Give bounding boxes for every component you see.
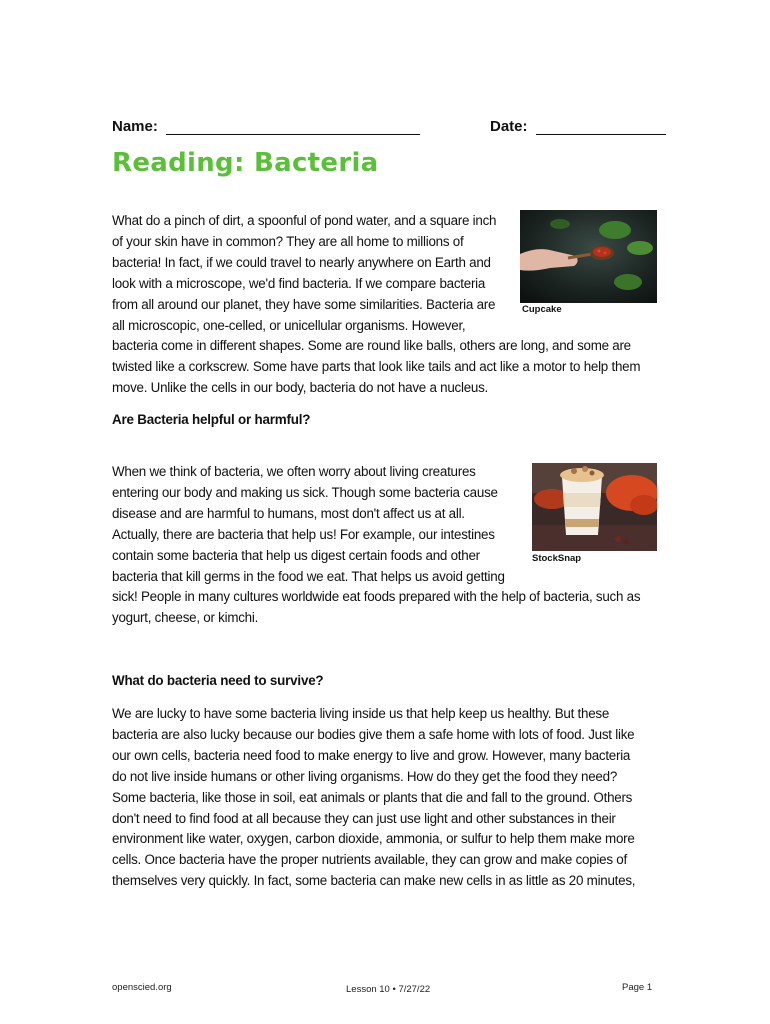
date-label: Date: bbox=[490, 118, 528, 135]
paragraph-line: do not live inside humans or other living organisms. How do they get the food they need? bbox=[112, 768, 618, 784]
paragraph-line: disease and are harmful to humans, most don't affect us at all. bbox=[112, 505, 465, 521]
date-field[interactable] bbox=[490, 118, 666, 135]
paragraph-line: twisted like a corkscrew. Some have parts that look like tails and act like a motor to help them bbox=[112, 358, 641, 374]
paragraph-line: environment like water, oxygen, carbon dioxide, ammonia, or sulfur to help them make more bbox=[112, 831, 635, 847]
paragraph-line: move. Unlike the cells in our body, bacteria do not have a nucleus. bbox=[112, 379, 489, 395]
paragraph-line: Actually, there are bacteria that help us! For example, our intestines bbox=[112, 526, 495, 542]
paragraph-line: What do a pinch of dirt, a spoonful of pond water, and a square inch bbox=[112, 213, 497, 228]
paragraph-line: entering our body and making us sick. Though some bacteria cause bbox=[112, 484, 498, 500]
pond-spoon-photo bbox=[520, 210, 657, 303]
paragraph-line: sick! People in many cultures worldwide eat foods prepared with the help of bacteria, such as bbox=[112, 589, 641, 604]
section1-full-text bbox=[112, 336, 672, 399]
paragraph-line: We are lucky to have some bacteria living inside us that help keep us healthy. But these bbox=[112, 706, 610, 721]
paragraph-line: cells. Once bacteria have the proper nutrients available, they can grow and make copies of bbox=[112, 852, 627, 868]
paragraph-line: bacteria that kill germs in the food we eat. That helps us avoid getting bbox=[112, 568, 505, 584]
name-field[interactable] bbox=[112, 118, 420, 135]
image-caption: StockSnap bbox=[532, 553, 582, 564]
paragraph-line: When we think of bacteria, we often worry about living creatures bbox=[112, 464, 476, 479]
footer-lesson: Lesson 10 • 7/27/22 bbox=[346, 984, 431, 995]
paragraph-line: contain some bacteria that help us digest certain foods and other bbox=[112, 547, 480, 563]
paragraph-line: look with a microscope, we'd find bacteria. If we compare bacteria bbox=[112, 275, 486, 291]
section-heading: What do bacteria need to survive? bbox=[112, 673, 324, 688]
paragraph-line: from all around our planet, they have some similarities. Bacteria are bbox=[112, 296, 496, 312]
footer-page-number: Page 1 bbox=[622, 982, 653, 993]
section-heading: Are Bacteria helpful or harmful? bbox=[112, 412, 311, 427]
paragraph-line: themselves very quickly. In fact, some bacteria can make new cells in as little as 20 minutes, bbox=[112, 873, 636, 889]
image-caption: Cupcake bbox=[522, 304, 562, 315]
paragraph-line: bacteria come in different shapes. Some are round like balls, others are long, and some are bbox=[112, 338, 631, 353]
section1-wrapped-text bbox=[112, 211, 512, 336]
section2-full-text bbox=[112, 587, 672, 629]
paragraph-line: of your skin have in common? They are all home to millions of bbox=[112, 233, 464, 249]
paragraph-line: bacteria! In fact, if we could travel to nearly anywhere on Earth and bbox=[112, 254, 491, 270]
section2-wrapped-text bbox=[112, 462, 524, 587]
name-blank-line[interactable] bbox=[166, 120, 420, 135]
footer-site: openscied.org bbox=[112, 982, 172, 993]
name-label: Name: bbox=[112, 118, 158, 135]
paragraph-line: Some bacteria, like those in soil, eat animals or plants that die and fall to the ground. Others bbox=[112, 789, 633, 805]
page-title: Reading: Bacteria bbox=[112, 148, 379, 178]
yogurt-parfait-photo bbox=[532, 463, 657, 551]
paragraph-line: yogurt, cheese, or kimchi. bbox=[112, 609, 259, 625]
paragraph-line: don't need to find food at all because they can just use light and other substances in their bbox=[112, 810, 616, 826]
paragraph-line: bacteria are also lucky because our bodies give them a safe home with lots of food. Just like bbox=[112, 726, 635, 742]
paragraph-line: all microscopic, one-celled, or unicellular organisms. However, bbox=[112, 317, 466, 333]
date-blank-line[interactable] bbox=[536, 120, 666, 135]
section3-text bbox=[112, 704, 672, 892]
paragraph-line: our own cells, bacteria need food to make energy to live and grow. However, many bacteria bbox=[112, 747, 631, 763]
